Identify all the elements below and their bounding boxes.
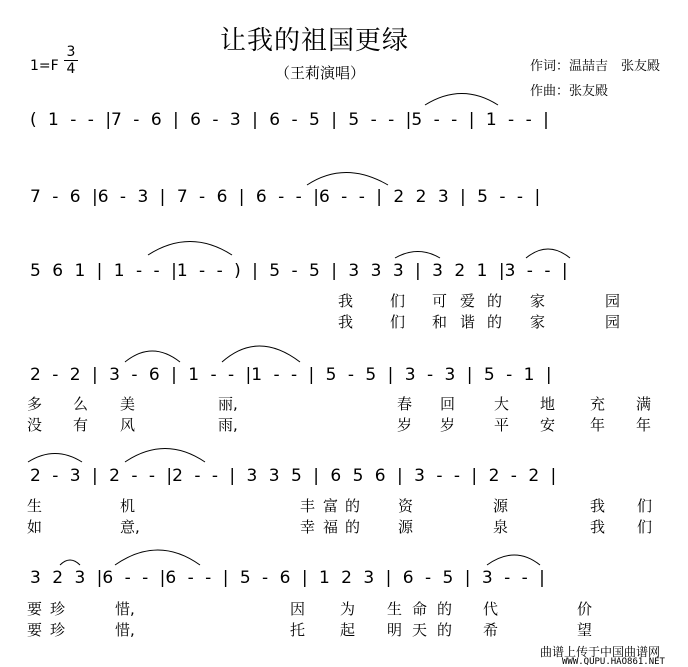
lyric-char: 希	[483, 621, 499, 639]
lyric-char: 要	[27, 621, 43, 639]
lyric-char: 源	[398, 518, 414, 536]
score-line-4: 2 - 2 | 3 - 6 | 1 - - |1 - - | 5 - 5 | 3 - 3 | 5 - 1 |	[30, 365, 552, 385]
tie-arc	[307, 173, 388, 186]
lyric-char: 地	[540, 395, 556, 413]
tie-arc	[148, 242, 232, 256]
lyric-char: 年	[636, 416, 652, 434]
lyric-char: 们	[390, 313, 406, 331]
lyric-char: 园	[605, 292, 621, 310]
lyric-char: 代	[483, 600, 499, 618]
lyric-char: 年	[590, 416, 606, 434]
lyric-char: 要	[27, 600, 43, 618]
lyric-char: 幸	[300, 518, 316, 536]
lyric-char: 多	[27, 395, 43, 413]
site-url: WWW.QUPU.HAO861.NET	[562, 657, 665, 667]
lyric-char: 富	[323, 497, 339, 515]
composer-credit: 作曲：张友殿	[530, 84, 609, 99]
lyric-char: 因	[290, 600, 306, 618]
lyric-char: 的	[437, 621, 453, 639]
lyric-char: 安	[540, 416, 556, 434]
lyric-char: 惜,	[115, 621, 135, 639]
score-line-6: 3 2 3 |6 - - |6 - - | 5 - 6 | 1 2 3 | 6 - 5 | 3 - - |	[30, 568, 545, 588]
lyric-char: 泉	[493, 518, 509, 536]
lyric-char: 美	[120, 395, 136, 413]
upload-notice: 曲谱上传于中国曲谱网	[540, 645, 661, 659]
tie-arc	[125, 449, 205, 463]
lyric-char: 家	[530, 313, 546, 331]
lyric-char: 春	[397, 395, 413, 413]
lyric-char: 可	[432, 292, 448, 310]
lyric-char: 回	[440, 395, 456, 413]
lyric-char: 惜,	[115, 600, 135, 618]
lyric-char: 岁	[397, 416, 413, 434]
lyric-char: 托	[290, 621, 306, 639]
lyric-char: 和	[432, 313, 448, 331]
score-line-3: 5 6 1 | 1 - - |1 - - ) | 5 - 5 | 3 3 3 | 3 2 1 |3 - - |	[30, 261, 568, 281]
lyric-char: 望	[577, 621, 593, 639]
lyric-char: 天	[412, 621, 428, 639]
lyric-char: 为	[340, 600, 356, 618]
lyric-char: 我	[590, 518, 606, 536]
lyric-char: 起	[340, 621, 356, 639]
key-signature: 1=F	[30, 58, 59, 74]
lyric-char: 珍	[50, 621, 66, 639]
lyric-char: 大	[494, 395, 510, 413]
lyric-char: 我	[338, 292, 354, 310]
lyric-char: 丰	[300, 497, 316, 515]
lyric-char: 有	[73, 416, 89, 434]
singer-subtitle: （王莉演唱）	[275, 64, 366, 82]
time-signature-bottom: 4	[66, 61, 76, 77]
lyric-char: 如	[27, 518, 43, 536]
lyric-char: 价	[577, 600, 593, 618]
lyric-char: 命	[412, 600, 428, 618]
lyricist-credit: 作词：温喆吉 张友殿	[530, 59, 661, 74]
lyric-char: 生	[387, 600, 403, 618]
lyric-char: 么	[73, 395, 89, 413]
lyric-char: 岁	[440, 416, 456, 434]
lyric-char: 家	[530, 292, 546, 310]
score-line-5: 2 - 3 | 2 - - |2 - - | 3 3 5 | 6 5 6 | 3 - - | 2 - 2 |	[30, 466, 557, 486]
tie-arc	[425, 94, 498, 106]
score-line-1: ( 1 - - |7 - 6 | 6 - 3 | 6 - 5 | 5 - - |5 - - | 1 - - |	[30, 110, 549, 130]
tie-arc	[115, 550, 200, 565]
lyric-char: 谐	[460, 313, 476, 331]
lyric-char: 的	[487, 313, 503, 331]
lyric-char: 的	[437, 600, 453, 618]
lyric-char: 资	[398, 497, 414, 515]
score-line-2: 7 - 6 |6 - 3 | 7 - 6 | 6 - - |6 - - | 2 2 3 | 5 - - |	[30, 187, 541, 207]
lyric-char: 生	[27, 497, 43, 515]
tie-arc	[125, 351, 180, 362]
song-title: 让我的祖国更绿	[220, 26, 410, 56]
lyric-char: 我	[590, 497, 606, 515]
lyric-char: 园	[605, 313, 621, 331]
lyric-char: 福	[323, 518, 339, 536]
lyric-char: 没	[27, 416, 43, 434]
lyric-char: 爱	[460, 292, 476, 310]
lyric-char: 明	[387, 621, 403, 639]
lyric-char: 我	[338, 313, 354, 331]
lyric-char: 珍	[50, 600, 66, 618]
tie-arc	[526, 249, 570, 258]
lyric-char: 源	[493, 497, 509, 515]
lyric-char: 雨,	[218, 416, 238, 434]
lyric-char: 丽,	[218, 395, 238, 413]
tie-arc	[60, 560, 80, 565]
tie-arc	[28, 454, 82, 463]
time-signature-top: 3	[66, 44, 76, 60]
lyric-char: 们	[390, 292, 406, 310]
lyric-char: 平	[494, 416, 510, 434]
lyric-char: 意,	[120, 518, 140, 536]
lyric-char: 机	[120, 497, 136, 515]
tie-arc	[487, 555, 540, 565]
lyric-char: 的	[345, 518, 361, 536]
lyric-char: 的	[345, 497, 361, 515]
tie-arc	[222, 346, 300, 362]
lyric-char: 风	[120, 416, 136, 434]
lyric-char: 们	[637, 497, 653, 515]
lyric-char: 的	[487, 292, 503, 310]
lyric-char: 充	[590, 395, 606, 413]
lyric-char: 满	[636, 395, 652, 413]
tie-arc	[395, 252, 440, 259]
lyric-char: 们	[637, 518, 653, 536]
